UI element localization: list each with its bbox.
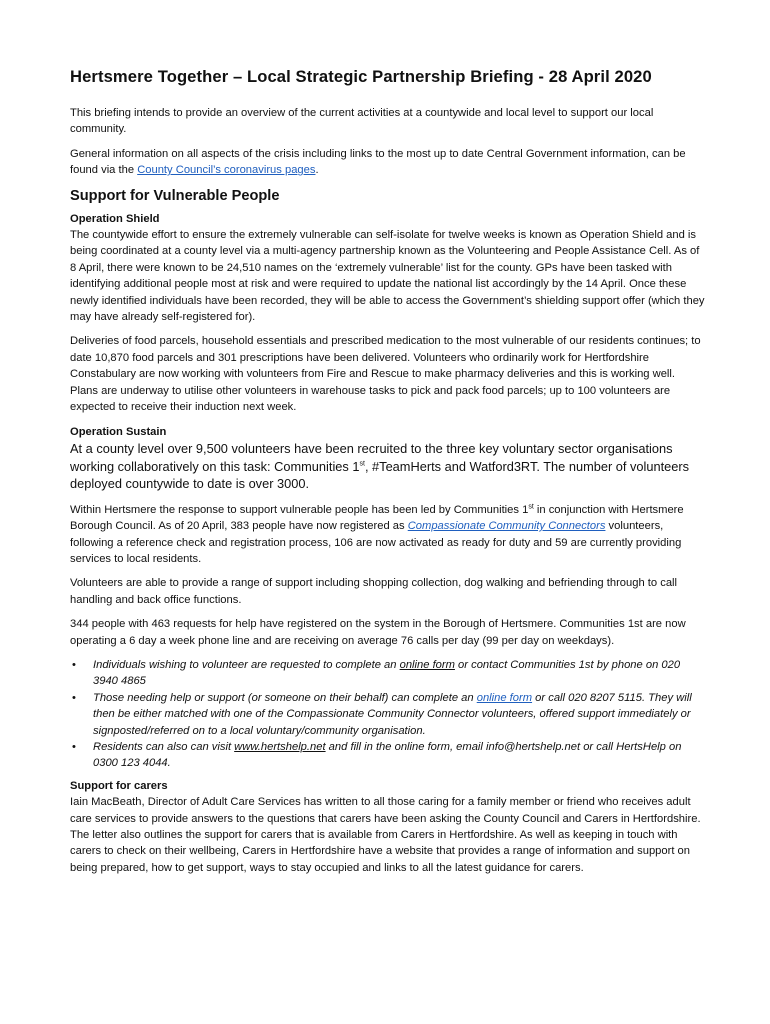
list-item: • Individuals wishing to volunteer are requested to complete an online form or contact Communities 1st by phone on 020 3940 4865 (72, 658, 681, 688)
intro-paragraph: This briefing intends to provide an overview of the current activities at a countywide and local level to support our local community. (70, 107, 654, 136)
subheading-support-for-carers: Support for carers (70, 779, 168, 792)
list-item: • Residents can also can visit www.hertshelp.net and fill in the online form, email info@hertshelp.net or call HertsHelp on 0300 123 4044. (72, 740, 682, 770)
page-title: Hertsmere Together – Local Strategic Partnership Briefing - 28 April 2020 (70, 67, 652, 86)
shield-paragraph-2: Deliveries of food parcels, household essentials and prescribed medication to the most vulnerable of our residents continues; to date 10,870 food parcels and 301 prescriptions have been delivered. Volunteers who ordinarily work for Hertfordshire Constabulary are now working with volunteers from Fire and Rescue to make pharmacy deliveries and this is working well. Plans are underway to utilise other volunteers in warehouse tasks to pick and pack food parcels; up to 100 volunteers are expected to receive their induction next week. (70, 335, 701, 414)
subheading-operation-sustain: Operation Sustain (70, 425, 167, 438)
list-item: • Those needing help or support (or someone on their behalf) can complete an online form or call 020 8207 5115. They will then be either matched with one of the Compassionate Community Connector volunteers, offered support immediately or signposted/referred on to a local voluntary/community organisation. (72, 691, 692, 737)
shield-paragraph-1: The countywide effort to ensure the extremely vulnerable can self-isolate for twelve weeks is known as Operation Shield and is being coordinated at a county level via a multi-agency partnership known as the Volunteering and People Assistance Cell. As of 8 April, there were known to be 24,510 names on the ‘extremely vulnerable’ list for the county. GPs have been tasked with identifying additional people most at risk and were required to update the national list accordingly by the 14 April. Once these newly identified individuals have been recorded, they will be able to access the Government’s shielding support offer (which they may have already self-registered for). (70, 229, 705, 324)
county-council-coronavirus-link[interactable]: County Council’s coronavirus pages (137, 164, 316, 177)
document-body (70, 66, 706, 884)
sustain-paragraph-1: At a county level over 9,500 volunteers have been recruited to the three key voluntary sector organisations working collaboratively on this task: Communities 1st, #TeamHerts and Watford3RT. The number of volunteers deployed countywide to date is over 3000. (70, 440, 690, 492)
volunteer-online-form-link[interactable]: online form (399, 658, 455, 671)
bullet-icon: • (72, 658, 76, 671)
intro-links-paragraph: General information on all aspects of the crisis including links to the most up to date Central Government information, can be found via the County Council’s coronavirus pages. (70, 147, 686, 177)
sustain-paragraph-2: Within Hertsmere the response to support vulnerable people has been led by Communities 1st in conjunction with Hertsmere Borough Council. As of 20 April, 383 people have now registered as Compassionate Community Connectors volunteers, following a reference check and registration process, 106 are now activated as ready for duty and 59 are currently providing services to local residents. (70, 502, 684, 565)
help-bullet-list (70, 657, 706, 772)
carers-paragraph: Iain MacBeath, Director of Adult Care Services has written to all those caring for a family member or friend who receives adult care services to provide answers to the questions that carers have been asking the County Council and Carers in Hertfordshire. The letter also outlines the support for carers that is available from Carers in Hertfordshire. As well as keeping in touch with carers to check on their wellbeing, Carers in Hertfordshire have a website that provides a range of information and support on being prepared, how to get support, ways to stay occupied and links to all the latest guidance for carers. (70, 796, 701, 874)
hertshelp-website-link[interactable]: www.hertshelp.net (234, 740, 326, 753)
bullet-icon: • (72, 691, 76, 704)
sustain-paragraph-4: 344 people with 463 requests for help have registered on the system in the Borough of Hertsmere. Communities 1st are now operating a 6 day a week phone line and are receiving on average 76 calls per day (99 per day on weekdays). (70, 618, 686, 647)
bullet-icon: • (72, 740, 76, 753)
compassionate-community-connectors-link[interactable]: Compassionate Community Connectors (407, 520, 606, 533)
section-heading-vulnerable: Support for Vulnerable People (70, 187, 280, 204)
subheading-operation-shield: Operation Shield (70, 212, 160, 225)
help-online-form-link[interactable]: online form (476, 691, 533, 704)
sustain-paragraph-3: Volunteers are able to provide a range of support including shopping collection, dog walking and befriending through to call handling and back office functions. (70, 577, 678, 606)
